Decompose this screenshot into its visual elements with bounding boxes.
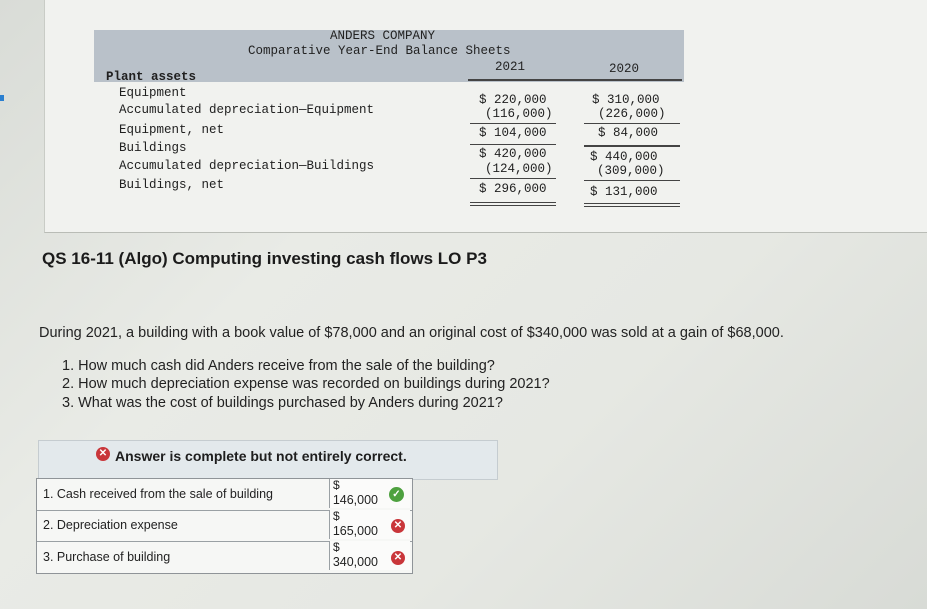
row-label-accum-dep-buildings: Accumulated depreciation—Buildings	[119, 159, 375, 173]
answer-status-banner	[38, 440, 498, 480]
problem-statement: During 2021, a building with a book value of $78,000 and an original cost of $340,000 was sold at a gain of $68,000.	[39, 325, 784, 341]
answer-row-cash-received	[37, 479, 412, 511]
currency-symbol: $	[333, 540, 340, 554]
value-2020-equipment: $ 310,000	[592, 93, 660, 107]
row-label-accum-dep-equipment: Accumulated depreciation—Equipment	[119, 103, 375, 117]
rule-2020-buildings	[584, 180, 680, 181]
answer-table	[36, 478, 413, 574]
value-2021-accum-dep-buildings: (124,000)	[485, 162, 553, 176]
company-name: ANDERS COMPANY	[330, 29, 436, 43]
value-2021-equipment-net: $ 104,000	[479, 126, 547, 140]
answer-status-text: Answer is complete but not entirely correct.	[115, 448, 407, 464]
page-edge-marker	[0, 95, 4, 101]
answer-value: 340,000	[332, 555, 378, 569]
answer-value: 146,000	[332, 493, 378, 507]
value-2021-equipment: $ 220,000	[479, 93, 547, 107]
column-header-2021: 2021	[495, 60, 526, 74]
value-2021-accum-dep-equipment: (116,000)	[485, 107, 553, 121]
column-header-2020: 2020	[609, 62, 640, 76]
answer-label: 1. Cash received from the sale of building	[43, 487, 273, 501]
rule-2021-buildings	[470, 178, 556, 179]
answer-label: 3. Purchase of building	[43, 550, 171, 564]
double-rule-2020-a	[584, 203, 680, 204]
row-label-buildings: Buildings	[119, 141, 187, 155]
value-2020-accum-dep-equipment: (226,000)	[598, 107, 666, 121]
double-rule-2020-b	[584, 206, 680, 207]
value-2021-buildings: $ 420,000	[479, 147, 547, 161]
answer-value: 165,000	[332, 524, 378, 538]
question-heading: QS 16-11 (Algo) Computing investing cash flows LO P3	[42, 249, 487, 268]
header-underline	[468, 79, 682, 81]
value-2020-buildings-net: $ 131,000	[590, 185, 658, 199]
currency-symbol: $	[333, 478, 340, 492]
rule-2021-equipment	[470, 123, 556, 124]
incorrect-x-icon: ✕	[391, 519, 405, 533]
row-label-equipment-net: Equipment, net	[119, 123, 225, 137]
answer-row-depreciation-expense	[37, 510, 412, 542]
incorrect-x-icon: ✕	[391, 551, 405, 565]
value-2021-buildings-net: $ 296,000	[479, 182, 547, 196]
row-label-equipment: Equipment	[119, 86, 187, 100]
question-item-2: 2. How much depreciation expense was recorded on buildings during 2021?	[62, 376, 550, 392]
section-label-plant-assets: Plant assets	[106, 70, 197, 84]
rule-2021-equipment-net	[470, 144, 556, 145]
rule-2020-equipment	[584, 123, 680, 124]
answer-row-purchase-of-building	[37, 541, 412, 572]
value-2020-equipment-net: $ 84,000	[598, 126, 659, 140]
correct-check-icon: ✓	[389, 487, 404, 502]
question-item-3: 3. What was the cost of buildings purchased by Anders during 2021?	[62, 395, 503, 411]
value-2020-accum-dep-buildings: (309,000)	[597, 164, 665, 178]
answer-label: 2. Depreciation expense	[43, 518, 178, 532]
double-rule-2021-a	[470, 202, 556, 203]
question-item-1: 1. How much cash did Anders receive from the sale of the building?	[62, 358, 495, 374]
rule-2020-equipment-net	[584, 145, 680, 147]
double-rule-2021-b	[470, 205, 556, 206]
row-label-buildings-net: Buildings, net	[119, 178, 225, 192]
currency-symbol: $	[333, 509, 340, 523]
balance-sheet-subtitle: Comparative Year-End Balance Sheets	[248, 44, 511, 58]
value-2020-buildings: $ 440,000	[590, 150, 658, 164]
incorrect-x-icon: ✕	[96, 447, 110, 461]
